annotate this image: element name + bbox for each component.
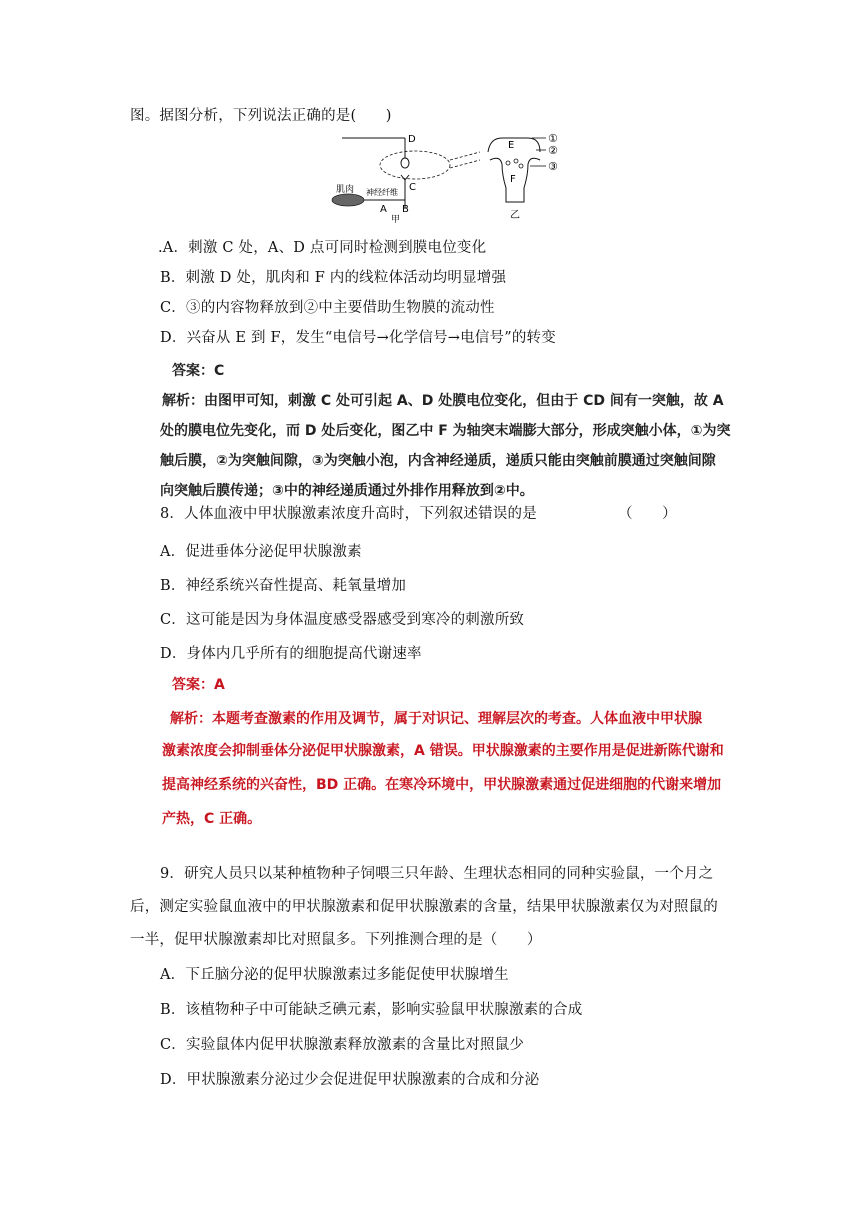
q8-explanation-line: 产热，C 正确。 — [162, 811, 262, 827]
q8-option-c: C．这可能是因为身体温度感受器感受到寒冷的刺激所致 — [160, 612, 525, 628]
q7-stem-tail: 图。据图分析，下列说法正确的是( ) — [130, 108, 392, 124]
q7-explanation-line: 处的膜电位先变化，而 D 处后变化，图乙中 F 为轴突末端膨大部分，形成突触小体，①为突 — [160, 423, 731, 439]
fig-mark-2: ② — [548, 144, 558, 157]
fig-point-a: A — [380, 204, 387, 215]
q8-answer: 答案：A — [172, 677, 225, 693]
fig-point-d: D — [408, 134, 416, 145]
fig-label-jia: 甲 — [391, 215, 401, 225]
q9-option-c: C．实验鼠体内促甲状腺激素释放激素的含量比对照鼠少 — [160, 1037, 525, 1053]
q7-explanation-line: 触后膜，②为突触间隙，③为突触小泡，内含神经递质，递质只能由突触前膜通过突触间隙 — [160, 453, 716, 469]
q9-option-b: B．该植物种子中可能缺乏碘元素，影响实验鼠甲状腺激素的合成 — [160, 1002, 583, 1018]
fig-point-b: B — [402, 204, 409, 215]
q7-option-c: C．③的内容物释放到②中主要借助生物膜的流动性 — [160, 300, 495, 316]
q8-stem: 8．人体血液中甲状腺激素浓度升高时，下列叙述错误的是 — [160, 506, 537, 522]
q9-option-d: D．甲状腺激素分泌过少会促进促甲状腺激素的合成和分泌 — [160, 1072, 540, 1088]
fig-point-f: F — [510, 174, 516, 185]
fig-point-c: C — [409, 182, 416, 193]
q8-option-a: A．促进垂体分泌促甲状腺激素 — [160, 544, 362, 560]
q7-option-b: B．刺激 D 处，肌肉和 F 内的线粒体活动均明显增强 — [160, 270, 507, 286]
q7-figure-diagram — [330, 130, 570, 230]
q8-explanation-line: 激素浓度会抑制垂体分泌促甲状腺激素，A 错误。甲状腺激素的主要作用是促进新陈代谢和 — [162, 743, 724, 759]
q7-explanation-line: 向突触后膜传递；③中的神经递质通过外排作用释放到②中。 — [160, 483, 534, 499]
fig-muscle-label: 肌肉 — [336, 185, 355, 195]
q8-option-b: B．神经系统兴奋性提高、耗氧量增加 — [160, 578, 407, 594]
q7-option-d: D．兴奋从 E 到 F，发生“电信号→化学信号→电信号”的转变 — [160, 330, 556, 346]
q9-option-a: A．下丘脑分泌的促甲状腺激素过多能促使甲状腺增生 — [160, 967, 509, 983]
q9-stem-line: 后，测定实验鼠血液中的甲状腺激素和促甲状腺激素的含量，结果甲状腺激素仅为对照鼠的 — [130, 899, 718, 915]
q8-explanation-line: 提高神经系统的兴奋性，BD 正确。在寒冷环境中，甲状腺激素通过促进细胞的代谢来增加 — [162, 777, 722, 793]
q7-answer: 答案：C — [172, 363, 225, 379]
q8-option-d: D．身体内几乎所有的细胞提高代谢速率 — [160, 646, 422, 662]
fig-mark-1: ① — [548, 132, 558, 145]
q7-option-a: .A．刺激 C 处，A、D 点可同时检测到膜电位变化 — [158, 240, 487, 256]
q9-stem-line: 9．研究人员只以某种植物种子饲喂三只年龄、生理状态相同的同种实验鼠，一个月之 — [160, 866, 714, 882]
q8-explanation-line: 解析：本题考查激素的作用及调节，属于对识记、理解层次的考查。人体血液中甲状腺 — [170, 711, 702, 727]
fig-fiber-label: 神经纤维 — [366, 188, 398, 197]
fig-label-yi: 乙 — [510, 210, 520, 221]
q9-stem-line: 一半，促甲状腺激素却比对照鼠多。下列推测合理的是（ ） — [130, 932, 542, 948]
q7-explanation-line: 解析：由图甲可知，刺激 C 处可引起 A、D 处膜电位变化，但由于 CD 间有一突触，故 A — [162, 393, 724, 409]
q8-paren: （ ） — [618, 506, 677, 522]
fig-mark-3: ③ — [548, 160, 558, 173]
fig-point-e: E — [508, 140, 515, 151]
